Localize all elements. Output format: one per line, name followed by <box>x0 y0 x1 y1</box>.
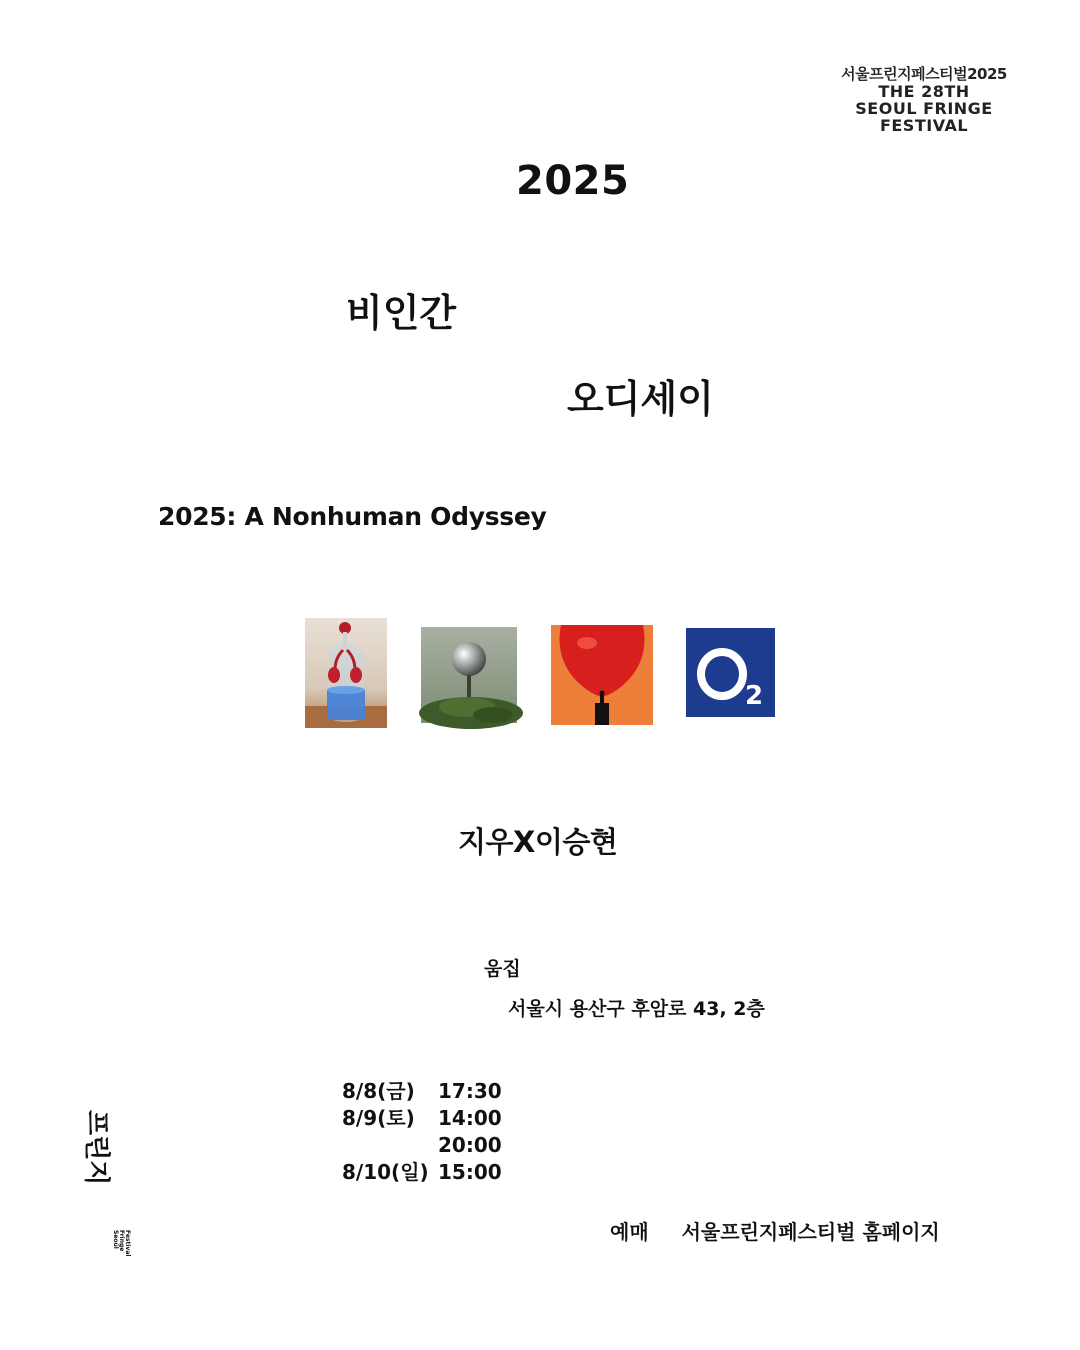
schedule <box>342 1078 502 1186</box>
fringe-side-logo <box>81 1110 131 1260</box>
schedule-time: 14:00 <box>438 1106 502 1130</box>
festival-logo-line4: FESTIVAL <box>879 116 969 135</box>
schedule-date: 8/8(금) <box>342 1079 415 1103</box>
bottle-balloons-image <box>305 618 387 728</box>
title-kr-line1: 비인간 <box>346 291 457 335</box>
schedule-date: 8/9(토) <box>342 1106 415 1130</box>
side-logo-text1: Seoul <box>112 1230 119 1249</box>
venue-name: 움집 <box>484 958 521 980</box>
red-balloon-image <box>551 625 653 725</box>
side-logo-mark: 프린지 <box>81 1110 111 1186</box>
festival-logo <box>824 66 1024 134</box>
venue-address: 서울시 용산구 후암로 43, 2층 <box>508 998 765 1020</box>
chrome-sphere-image <box>421 627 517 723</box>
schedule-date <box>342 1132 438 1159</box>
title-kr-line2: 오디세이 <box>567 377 714 421</box>
side-logo-text3: Festival <box>124 1230 131 1257</box>
ticketing-label: 예매 <box>610 1220 649 1244</box>
artist-name: 지우X이승현 <box>458 825 618 859</box>
festival-logo-line2: THE 28TH <box>878 82 970 101</box>
title-en: 2025: A Nonhuman Odyssey <box>158 502 547 531</box>
schedule-date: 8/10(일) <box>342 1160 429 1184</box>
ticketing-info <box>610 1216 940 1245</box>
festival-logo-line1: 서울프린지페스티벌2025 <box>841 65 1007 83</box>
festival-logo-line3: SEOUL FRINGE <box>855 99 993 118</box>
schedule-row <box>342 1159 502 1186</box>
o2-subscript: 2 <box>745 681 764 711</box>
schedule-row <box>342 1105 502 1132</box>
ticketing-value: 서울프린지페스티벌 홈페이지 <box>681 1220 940 1244</box>
schedule-time: 15:00 <box>438 1160 502 1184</box>
schedule-time: 20:00 <box>438 1133 502 1157</box>
schedule-row <box>342 1132 502 1159</box>
schedule-row <box>342 1078 502 1105</box>
schedule-time: 17:30 <box>438 1079 502 1103</box>
side-logo-text2: Fringe <box>118 1230 125 1252</box>
year-heading: 2025 <box>516 158 630 204</box>
o2-logo-image <box>686 628 775 717</box>
